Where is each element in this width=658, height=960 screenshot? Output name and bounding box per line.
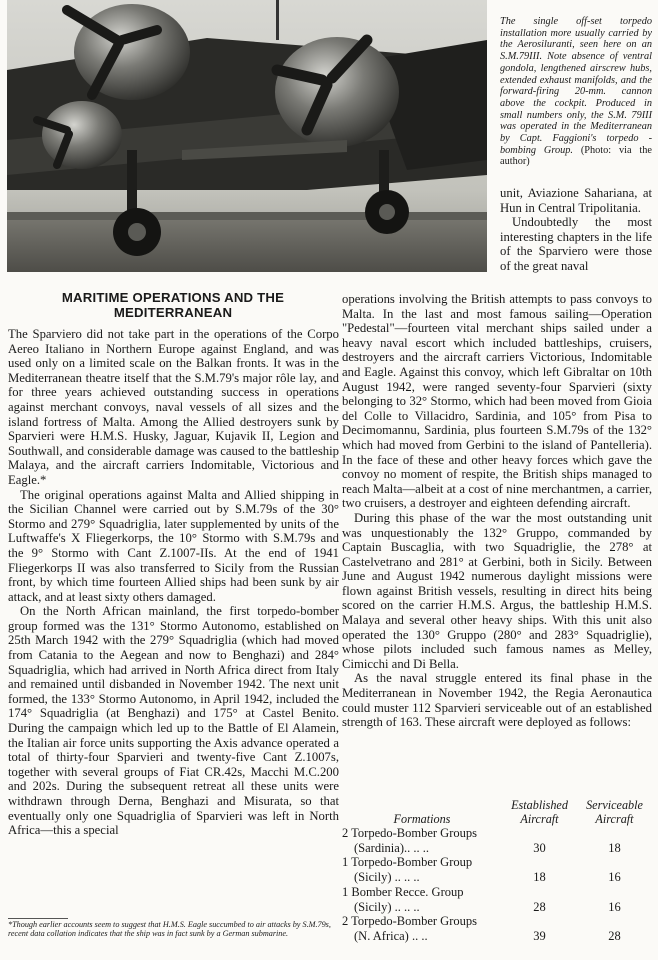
table-row: [342, 826, 652, 855]
serviceable-count: 16: [608, 870, 621, 885]
formation-name: 2 Torpedo-Bomber Groups: [342, 826, 477, 840]
left-column: [8, 327, 339, 838]
formation-name: 1 Torpedo-Bomber Group: [342, 855, 473, 870]
right-paragraph-1: operations involving the British attempts to pass convoys to Malta. In the last and most famous sailing—Operation "Pedestal"—fourteen vital merchant ships sailed under a heavy naval escort which included battleships, cruisers, destroyers and the aircraft carriers Victorious, Indomitable and Eagle. Against this convoy, which left Gibraltar on 10th August 1942, were ranged seventy-four Sparvieri (sixty belonging to 32° Stormo, which had been moved from Gioia del Colle to Villacidro, Sardinia, and 105° from Pisa to Decimomannu, Sardinia, plus fourteen S.M.79s of the 132° which had moved from Gerbini to the island of Pantelleria). In the face of these and other heavy forces which gave the convoy no moment of respite, the British ships managed to reach Malta—albeit at a cost of nine merchantmen, a carrier, two cruisers, a destroyer and eighteen defending aircraft.: [342, 292, 652, 511]
left-paragraph-2: The original operations against Malta and Allied shipping in the Sicilian Channel were carried out by S.M.79s of the 30° Stormo and 279° Squadriglia, later supplemented by units of the Luftwaffe's X Fliegerkorps, the 10° Stormo with S.M.79s and the 9° Stormo with Cant Z.1007-IIs. At the end of 1941 Fliegerkorps II was also transferred to Sicily from the Russian front, by which time fourteen Allied ships had been sunk by air attack, and at least sixty others damaged.: [8, 487, 339, 604]
table-row: [342, 914, 652, 943]
formation-location: (Sardinia).. .. ..: [354, 840, 429, 855]
section-heading: MARITIME OPERATIONS AND THE MEDITERRANEAN: [61, 290, 285, 320]
aircraft-photo: [7, 0, 487, 272]
deployment-table: [342, 798, 652, 944]
established-count: 28: [533, 899, 546, 914]
header-established: Established Aircraft: [511, 798, 568, 826]
formation-name: 2 Torpedo-Bomber Groups: [342, 914, 477, 929]
formation-name: 1 Bomber Recce. Group: [342, 884, 464, 899]
right-paragraph-3: As the naval struggle entered its final phase in the Mediterranean in November 1942, the Regia Aeronautica could muster 112 Sparvieri serviceable out of an established strength of 163. These aircraft were deployed as follows:: [342, 671, 652, 730]
right-column: [342, 292, 652, 730]
serviceable-count: 28: [608, 928, 621, 943]
established-count: 30: [533, 840, 546, 855]
header-formations: Formations: [393, 812, 451, 826]
table-row: [342, 855, 652, 884]
table-row: [342, 885, 652, 914]
footnote: *Though earlier accounts seem to suggest that H.M.S. Eagle succumbed to air attacks by S.M.79s, recent data collation indicates that the ship was in fact sunk by a German submarine.: [8, 920, 331, 938]
photo-credit: (Photo: via the author): [500, 144, 652, 168]
serviceable-count: 18: [608, 840, 621, 855]
right-intro-text: Undoubtedly the most interesting chapters in the life of the Sparviero were those of the great naval: [500, 215, 652, 273]
right-short-text: unit, Aviazione Sahariana, at Hun in Central Tripolitania.: [500, 186, 652, 215]
header-serviceable: Serviceable Aircraft: [586, 798, 643, 826]
right-short-column: [500, 186, 652, 274]
established-count: 18: [533, 870, 546, 885]
formation-location: (N. Africa) .. ..: [354, 928, 428, 943]
established-count: 39: [533, 928, 546, 943]
caption-text: The single off-set torpedo installation more usually carried by the Aerosiluranti, seen here on an S.M.79III. Note absence of ventral gondola, lengthened airscrew hubs, extended exhaust manifolds, and the forward-firing 20-mm. cannon above the cockpit. Produced in small numbers only, the S.M. 79III was operated in the Mediterranean by Capt. Faggioni's torpedo - bombing Group.: [500, 16, 652, 156]
right-paragraph-2: During this phase of the war the most outstanding unit was unquestionably the 132° Gruppo, commanded by Captain Buscaglia, with two Squadriglie, the 278° at Castelvetrano and 281° at Gerbini, both in Sicily. Between June and August 1942 numerous daylight missions were flown against British vessels, resulting in direct hits being scored on the carrier H.M.S. Argus, the battleship H.M.S. Malaya and several other heavy ships. With this unit also operated the 130° Gruppo (280° and 283° Squadriglie), whose pilots included such famous names as Melley, Cimicchi and Di Bella.: [342, 510, 652, 671]
left-paragraph-3: On the North African mainland, the first torpedo-bomber group formed was the 131° Stormo Autonomo, established on 25th March 1942 with the 279° Squadriglia (which had moved from Catania to the Aegean and now to Benghazi) and 284° Squadriglia, which had arrived in North Africa direct from Italy and remained until disbanded in November 1942. The next unit formed, the 133° Stormo Autonomo, in April 1942, included the 174° Squadriglia (at Benghazi) and 175° at Castel Benito. During the campaign which led up to the Battle of El Alamein, the Italian air force units supporting the Axis advance operated a total of thirty-four Sparvieri and twenty-five Cant Z.1007s, together with several groups of Fiat CR.42s, Macchi M.C.200 and 202s. During the subsequent retreat all these units were withdrawn through Derna, Benghazi and Misurata, so that eventually only one Squadriglia of Sparvieri was left in North Africa—this a special: [8, 604, 339, 838]
formation-location: (Sicily) .. .. ..: [354, 870, 420, 885]
left-paragraph-1: The Sparviero did not take part in the operations of the Corpo Aereo Italiano in Northern Europe against England, and was used only on a limited scale on the Balkan fronts. It was in the Mediterranean theatre itself that the S.M.79's major rôle lay, and for three years achieved outstanding success in operations against merchant convoys, naval vessels of all sizes and the island fortress of Malta. Among the Allied destroyers sunk by Sparvieri were H.M.S. Husky, Jaguar, Kujavik II, Legion and Southwall, and considerable damage was caused to the battleship Malaya, and the aircraft carriers Indomitable, Victorious and Eagle.*: [8, 327, 339, 487]
photo-caption: [500, 16, 652, 168]
serviceable-count: 16: [608, 899, 621, 914]
aircraft-illustration: [7, 0, 487, 272]
formation-location: (Sicily) .. .. ..: [354, 899, 420, 914]
footnote-rule: [8, 918, 68, 919]
